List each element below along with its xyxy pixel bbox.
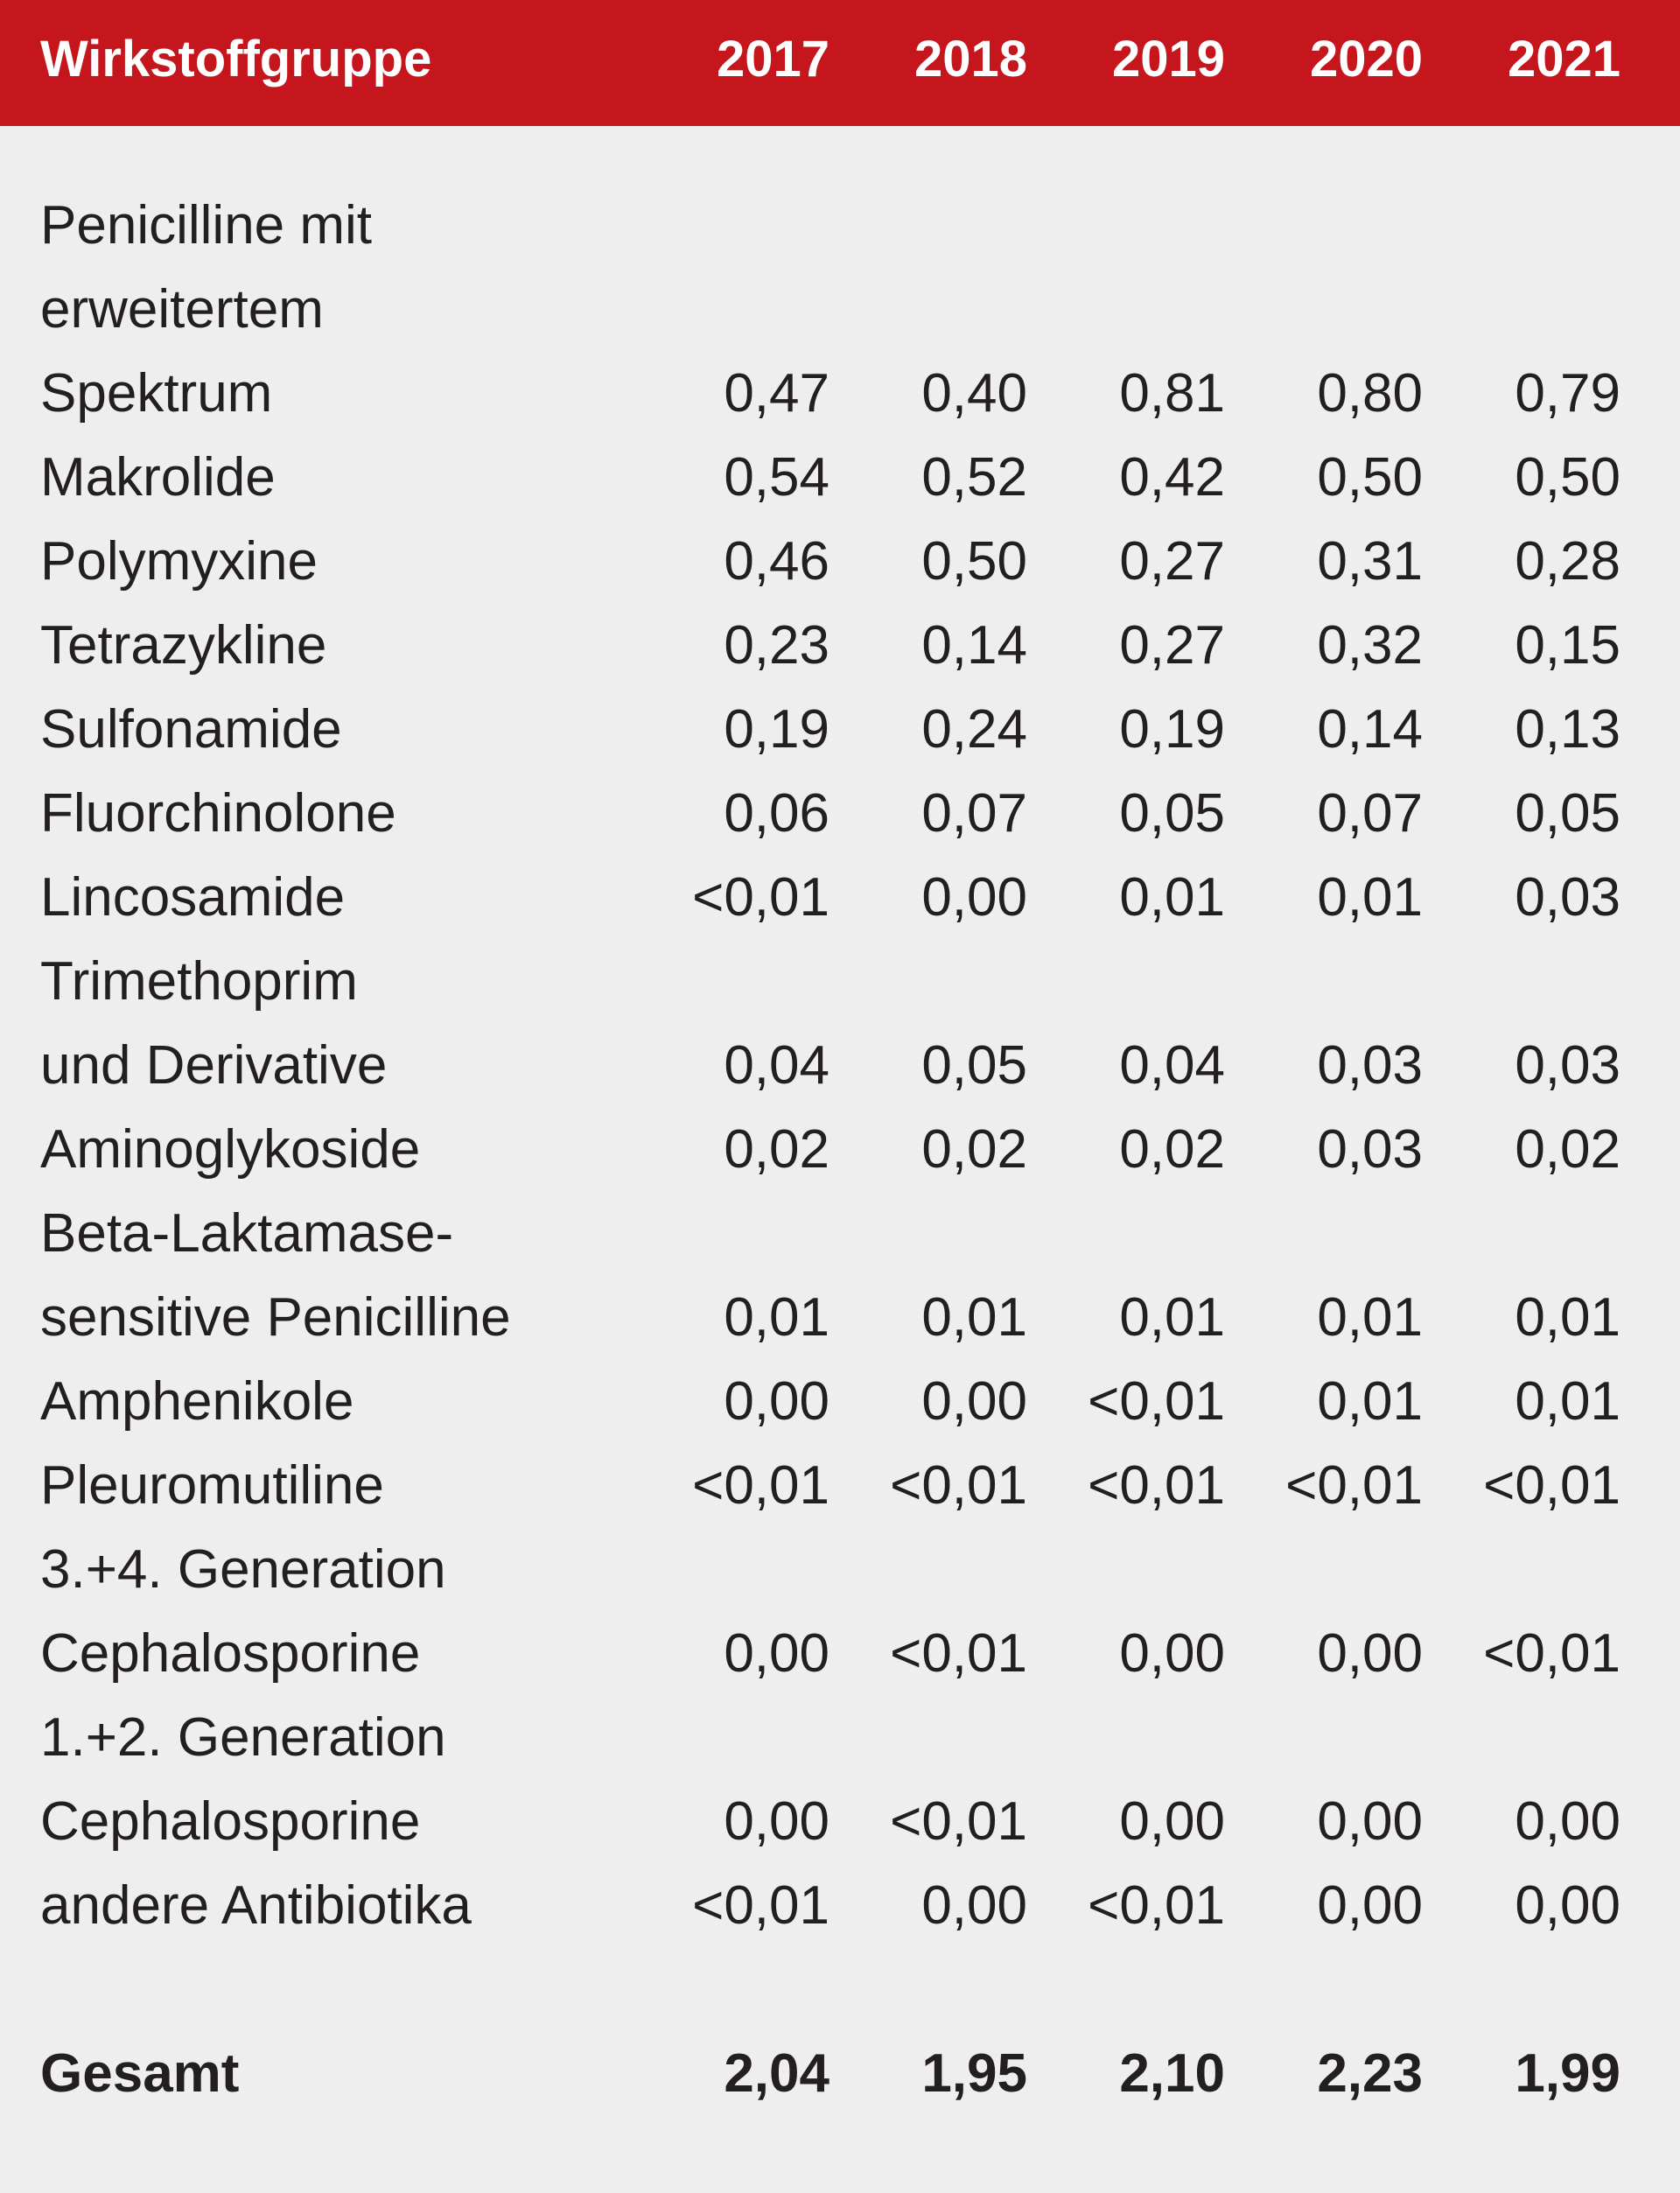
row-value-2020: 0,50	[1317, 447, 1423, 508]
row-value-2018: 0,07	[921, 783, 1027, 844]
row-value-2017: 0,47	[724, 363, 830, 424]
row-value-2020: 0,01	[1317, 867, 1423, 928]
row-value-2017: 0,19	[724, 699, 830, 760]
header-label: Wirkstoffgruppe	[40, 31, 432, 88]
row-label: Pleuromutiline	[40, 1455, 384, 1516]
row-value-2017: 0,04	[724, 1035, 830, 1096]
row-label: Tetrazykline	[40, 615, 327, 676]
row-label: andere Antibiotika	[40, 1875, 472, 1936]
row-value-2019: 0,19	[1119, 699, 1225, 760]
row-value-2018: 0,01	[921, 1287, 1027, 1348]
row-value-2021: 0,13	[1515, 699, 1620, 760]
row-label: Lincosamide	[40, 867, 346, 928]
table-row	[0, 1528, 1680, 1696]
table-row	[0, 940, 1680, 1108]
total-label: Gesamt	[40, 2043, 240, 2104]
row-value-2019: <0,01	[1088, 1875, 1225, 1936]
row-value-2018: 0,40	[921, 363, 1027, 424]
row-label: Beta-Laktamase- sensitive Penicilline	[40, 1203, 511, 1348]
row-value-2017: 0,01	[724, 1287, 830, 1348]
row-label: Trimethoprim und Derivative	[40, 951, 388, 1096]
row-value-2021: 0,28	[1515, 531, 1620, 592]
table-row	[0, 1192, 1680, 1360]
row-label: Sulfonamide	[40, 699, 342, 760]
total-value-2018: 1,95	[921, 2043, 1027, 2104]
header-year-2018: 2018	[914, 31, 1027, 88]
row-value-2017: 0,06	[724, 783, 830, 844]
row-value-2019: 0,27	[1119, 531, 1225, 592]
row-label: Makrolide	[40, 447, 276, 508]
row-value-2020: <0,01	[1285, 1455, 1423, 1516]
row-value-2019: <0,01	[1088, 1371, 1225, 1432]
row-value-2017: <0,01	[692, 1455, 830, 1516]
row-value-2021: 0,01	[1515, 1371, 1620, 1432]
row-value-2019: 0,42	[1119, 447, 1225, 508]
row-value-2021: 0,05	[1515, 783, 1620, 844]
row-value-2018: 0,02	[921, 1119, 1027, 1180]
row-value-2017: 0,54	[724, 447, 830, 508]
row-value-2018: 0,05	[921, 1035, 1027, 1096]
table-row	[0, 688, 1680, 772]
row-value-2020: 0,31	[1317, 531, 1423, 592]
row-label: Amphenikole	[40, 1371, 354, 1432]
table-row	[0, 436, 1680, 520]
row-value-2020: 0,01	[1317, 1371, 1423, 1432]
row-value-2021: 0,02	[1515, 1119, 1620, 1180]
table-row	[0, 1108, 1680, 1192]
row-value-2021: 0,03	[1515, 1035, 1620, 1096]
table-row	[0, 1696, 1680, 1864]
row-label: Polymyxine	[40, 531, 318, 592]
row-value-2018: 0,24	[921, 699, 1027, 760]
row-value-2019: 0,01	[1119, 867, 1225, 928]
row-label: Aminoglykoside	[40, 1119, 421, 1180]
row-value-2021: 0,50	[1515, 447, 1620, 508]
row-label: Penicilline mit erweitertem Spektrum	[40, 195, 373, 424]
row-value-2020: 0,01	[1317, 1287, 1423, 1348]
row-value-2018: 0,14	[921, 615, 1027, 676]
total-row	[0, 2032, 1680, 2116]
row-value-2021: 0,00	[1515, 1875, 1620, 1936]
row-value-2018: <0,01	[890, 1455, 1027, 1516]
table-row	[0, 1864, 1680, 1948]
total-value-2021: 1,99	[1515, 2043, 1620, 2104]
row-value-2020: 0,07	[1317, 783, 1423, 844]
table-header	[0, 0, 1680, 126]
table-row	[0, 184, 1680, 436]
row-value-2019: 0,81	[1119, 363, 1225, 424]
row-value-2021: 0,01	[1515, 1287, 1620, 1348]
row-value-2019: 0,01	[1119, 1287, 1225, 1348]
row-label: Fluorchinolone	[40, 783, 396, 844]
row-value-2019: 0,05	[1119, 783, 1225, 844]
row-value-2021: <0,01	[1483, 1455, 1620, 1516]
row-value-2017: <0,01	[692, 1875, 830, 1936]
row-value-2020: 0,00	[1317, 1791, 1423, 1852]
row-value-2017: 0,00	[724, 1623, 830, 1684]
row-value-2020: 0,14	[1317, 699, 1423, 760]
row-value-2021: 0,15	[1515, 615, 1620, 676]
row-value-2019: 0,02	[1119, 1119, 1225, 1180]
row-value-2019: 0,00	[1119, 1623, 1225, 1684]
row-value-2017: <0,01	[692, 867, 830, 928]
table-row	[0, 1360, 1680, 1444]
total-value-2017: 2,04	[724, 2043, 830, 2104]
header-year-2019: 2019	[1111, 31, 1225, 88]
row-value-2018: <0,01	[890, 1623, 1027, 1684]
row-value-2018: 0,50	[921, 531, 1027, 592]
row-value-2018: 0,00	[921, 1875, 1027, 1936]
row-value-2019: 0,04	[1119, 1035, 1225, 1096]
table-row	[0, 520, 1680, 604]
header-year-2021: 2021	[1507, 31, 1620, 88]
row-value-2020: 0,32	[1317, 615, 1423, 676]
table-row	[0, 1444, 1680, 1528]
row-value-2019: 0,00	[1119, 1791, 1225, 1852]
row-label: 1.+2. Generation Cephalosporine	[40, 1707, 446, 1852]
row-value-2017: 0,46	[724, 531, 830, 592]
header-year-2017: 2017	[716, 31, 830, 88]
row-value-2020: 0,80	[1317, 363, 1423, 424]
row-value-2017: 0,23	[724, 615, 830, 676]
header-year-2020: 2020	[1309, 31, 1423, 88]
row-label: 3.+4. Generation Cephalosporine	[40, 1539, 446, 1684]
row-value-2018: 0,00	[921, 1371, 1027, 1432]
row-value-2021: 0,03	[1515, 867, 1620, 928]
row-value-2018: 0,00	[921, 867, 1027, 928]
row-value-2020: 0,00	[1317, 1623, 1423, 1684]
row-value-2019: 0,27	[1119, 615, 1225, 676]
row-value-2020: 0,03	[1317, 1035, 1423, 1096]
row-value-2017: 0,00	[724, 1371, 830, 1432]
row-value-2017: 0,00	[724, 1791, 830, 1852]
total-value-2020: 2,23	[1317, 2043, 1423, 2104]
row-value-2018: 0,52	[921, 447, 1027, 508]
row-value-2020: 0,03	[1317, 1119, 1423, 1180]
row-value-2021: <0,01	[1483, 1623, 1620, 1684]
row-value-2021: 0,79	[1515, 363, 1620, 424]
table-row	[0, 856, 1680, 940]
row-value-2018: <0,01	[890, 1791, 1027, 1852]
table-row	[0, 772, 1680, 856]
total-value-2019: 2,10	[1119, 2043, 1225, 2104]
table-row	[0, 604, 1680, 688]
row-value-2019: <0,01	[1088, 1455, 1225, 1516]
row-value-2020: 0,00	[1317, 1875, 1423, 1936]
row-value-2017: 0,02	[724, 1119, 830, 1180]
row-value-2021: 0,00	[1515, 1791, 1620, 1852]
